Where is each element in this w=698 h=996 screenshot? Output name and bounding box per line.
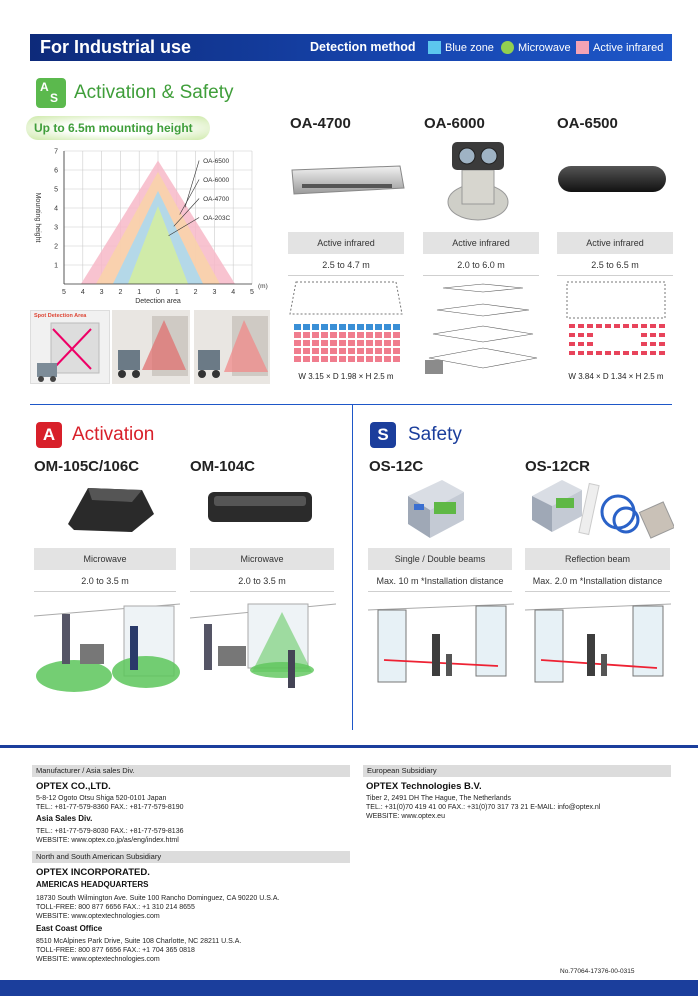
series-label-oa-203c: OA-203C xyxy=(203,215,231,222)
detection-spot xyxy=(393,332,400,338)
detection-spot xyxy=(348,348,355,354)
oa-6500-detection-pattern xyxy=(557,280,675,370)
detection-spot xyxy=(357,348,364,354)
detection-spot xyxy=(366,332,373,338)
detection-spot xyxy=(303,356,310,362)
forklift-image-2 xyxy=(194,310,270,384)
hq-tel: TOLL-FREE: 800 877 6656 FAX.: +1 310 214 8655 xyxy=(36,904,195,911)
detection-spot xyxy=(623,351,629,355)
detection-spot xyxy=(339,340,346,346)
detection-spot xyxy=(348,324,355,330)
hq-address: 18730 South Wilmington Ave. Suite 100 Rancho Dominguez, CA 90220 U.S.A. xyxy=(36,895,280,902)
detection-spot xyxy=(294,356,301,362)
detection-spot xyxy=(641,324,647,328)
detection-spot xyxy=(659,333,665,337)
detection-spot xyxy=(321,356,328,362)
optex-co-address: 5-8-12 Ogoto Otsu Shiga 520-0101 Japan xyxy=(36,795,167,802)
detection-spot xyxy=(614,351,620,355)
detection-spot xyxy=(330,324,337,330)
oa-6000-method: Active infrared xyxy=(423,232,539,254)
detection-spot xyxy=(375,324,382,330)
detection-spot xyxy=(641,333,647,337)
header-bar xyxy=(30,34,672,61)
oa-4700-range: 2.5 to 4.7 m xyxy=(288,254,404,276)
detection-spot xyxy=(321,348,328,354)
detection-spot xyxy=(330,348,337,354)
ec-website[interactable]: WEBSITE: www.optextechnologies.com xyxy=(36,956,160,963)
activation-badge: A xyxy=(36,422,62,448)
model-os-12c: OS-12C xyxy=(369,458,424,475)
os-12c-scene xyxy=(368,596,514,702)
blue-zone-swatch xyxy=(428,41,441,54)
detection-spot xyxy=(578,342,584,346)
oa-6000-product-image xyxy=(440,140,516,224)
os-12c-product-image xyxy=(398,478,468,540)
y-tick-label: 4 xyxy=(54,205,58,213)
detection-spot xyxy=(632,324,638,328)
detection-spot xyxy=(339,324,346,330)
mounting-callout xyxy=(26,116,210,140)
americas-hq-name: AMERICAS HEADQUARTERS xyxy=(36,880,149,889)
model-oa-6500: OA-6500 xyxy=(557,115,618,132)
detection-spot xyxy=(348,340,355,346)
detection-spot xyxy=(650,333,656,337)
detection-spot xyxy=(605,324,611,328)
model-oa-6000: OA-6000 xyxy=(424,115,485,132)
detection-spot xyxy=(375,356,382,362)
detection-method-label: Detection method xyxy=(310,40,416,54)
detection-spot xyxy=(366,356,373,362)
model-oa-4700: OA-4700 xyxy=(290,115,351,132)
detection-spot xyxy=(294,348,301,354)
legend-microwave: Microwave xyxy=(518,42,571,54)
document-number: No.77064-17376-00-0315 xyxy=(560,968,635,975)
as-badge-a: A xyxy=(36,78,66,108)
os-12c-range: Max. 10 m *Installation distance xyxy=(368,570,512,592)
om-105c-scene xyxy=(34,596,180,702)
detection-spot xyxy=(393,324,400,330)
detection-spot xyxy=(366,340,373,346)
om-104c-scene xyxy=(190,596,336,702)
x-tick-label: 1 xyxy=(137,289,142,296)
detection-spot xyxy=(587,342,593,346)
ec-tel: TOLL-FREE: 800 877 6656 FAX.: +1 704 365 0818 xyxy=(36,947,195,954)
detection-spot xyxy=(330,356,337,362)
optex-inc-name: OPTEX INCORPORATED. xyxy=(36,867,150,878)
model-os-12cr: OS-12CR xyxy=(525,458,591,475)
om-104c-method: Microwave xyxy=(190,548,334,570)
detection-spot xyxy=(357,324,364,330)
detection-spot xyxy=(339,332,346,338)
detection-spot xyxy=(384,340,391,346)
detection-spot xyxy=(605,351,611,355)
detection-spot xyxy=(650,342,656,346)
detection-spot xyxy=(384,356,391,362)
spot-detection-label: Spot Detection Area xyxy=(34,313,87,319)
model-om-105c: OM-105C/106C xyxy=(34,458,140,475)
detection-spot xyxy=(366,324,373,330)
detection-spot xyxy=(596,351,602,355)
detection-spot xyxy=(641,351,647,355)
oa-4700-caption: W 3.15 × D 1.98 × H 2.5 m xyxy=(298,372,394,381)
detection-spot xyxy=(632,351,638,355)
x-tick-label: 5 xyxy=(62,289,66,296)
asia-sales-tel: TEL.: +81-77-579-8030 FAX.: +81-77-579-8136 xyxy=(36,828,184,835)
safety-badge: S xyxy=(370,422,396,448)
detection-spot xyxy=(303,348,310,354)
detection-spot xyxy=(614,324,620,328)
detection-spot xyxy=(641,342,647,346)
x-tick-label: 0 xyxy=(156,289,160,296)
detection-spot xyxy=(393,356,400,362)
detection-spot xyxy=(596,324,602,328)
detection-spot xyxy=(312,340,319,346)
y-tick-label: 2 xyxy=(54,243,58,251)
detection-spot xyxy=(650,324,656,328)
hq-website[interactable]: WEBSITE: www.optextechnologies.com xyxy=(36,913,160,920)
os-12c-method: Single / Double beams xyxy=(368,548,512,570)
om-105c-range: 2.0 to 3.5 m xyxy=(34,570,176,592)
footer-bottom-bar xyxy=(0,980,698,996)
detection-spot xyxy=(339,356,346,362)
vertical-divider xyxy=(352,404,353,730)
detection-spot xyxy=(357,340,364,346)
detection-spot xyxy=(587,324,593,328)
detection-spot xyxy=(312,348,319,354)
activation-title: Activation xyxy=(72,424,155,445)
oa-6000-range: 2.0 to 6.0 m xyxy=(423,254,539,276)
model-om-104c: OM-104C xyxy=(190,458,256,475)
detection-spot xyxy=(587,351,593,355)
os-12cr-scene xyxy=(525,596,671,702)
as-badge-s: S xyxy=(50,91,59,105)
east-coast-name: East Coast Office xyxy=(36,924,103,933)
detection-spot xyxy=(321,324,328,330)
detection-spot xyxy=(312,356,319,362)
detection-spot xyxy=(578,351,584,355)
spot-detection-image xyxy=(30,310,110,384)
legend-active-infrared: Active infrared xyxy=(593,42,664,54)
detection-spot xyxy=(393,340,400,346)
y-tick-label: 5 xyxy=(54,186,58,194)
ec-address: 8510 McAlpines Park Drive, Suite 108 Charlotte, NC 28211 U.S.A. xyxy=(36,938,242,945)
detection-spot xyxy=(330,332,337,338)
x-tick-label: 5 xyxy=(250,289,254,296)
detection-spot xyxy=(569,342,575,346)
asia-sales-name: Asia Sales Div. xyxy=(36,814,93,823)
forklift-illustration-2 xyxy=(194,310,270,384)
microwave-swatch xyxy=(501,41,514,54)
as-badge xyxy=(36,78,66,108)
optex-co-name: OPTEX CO.,LTD. xyxy=(36,781,111,792)
detection-spot xyxy=(384,324,391,330)
detection-spot xyxy=(650,351,656,355)
asia-sales-website[interactable]: WEBSITE: www.optex.co.jp/as/eng/index.html xyxy=(36,837,179,844)
x-tick-label: 3 xyxy=(99,289,104,296)
oa-6500-product-image xyxy=(556,162,668,196)
detection-spot xyxy=(569,324,575,328)
os-12cr-method: Reflection beam xyxy=(525,548,670,570)
y-tick-label: 7 xyxy=(54,148,58,156)
detection-spot xyxy=(659,342,665,346)
detection-spot xyxy=(569,333,575,337)
forklift-image-1 xyxy=(112,310,190,384)
eu-subsidiary-bar: European Subsidiary xyxy=(363,765,671,777)
oa-4700-method: Active infrared xyxy=(288,232,404,254)
x-tick-label: 1 xyxy=(174,289,179,296)
oa-6500-method: Active infrared xyxy=(557,232,673,254)
detection-spot xyxy=(303,332,310,338)
detection-spot xyxy=(623,324,629,328)
oa-6000-detection-pattern xyxy=(423,280,541,380)
os-12cr-product-image xyxy=(526,476,674,542)
detection-spot xyxy=(384,348,391,354)
detection-spot xyxy=(294,340,301,346)
detection-spot xyxy=(303,340,310,346)
detection-spot xyxy=(348,356,355,362)
om-105c-product-image xyxy=(62,484,158,536)
x-tick-label: 2 xyxy=(193,289,198,296)
om-104c-product-image xyxy=(204,488,316,528)
detection-spot xyxy=(569,351,575,355)
bv-tel: TEL.: +31(0)70 419 41 00 FAX.: +31(0)70 317 73 21 E-MAIL: info@optex.nl xyxy=(366,804,601,811)
detection-spot xyxy=(659,324,665,328)
manufacturer-bar: Manufacturer / Asia sales Div. xyxy=(32,765,350,777)
y-tick-label: 3 xyxy=(54,224,58,232)
detection-spot xyxy=(303,324,310,330)
activation-safety-title: Activation & Safety xyxy=(74,82,234,103)
detection-spot xyxy=(321,332,328,338)
y-tick-label: 6 xyxy=(54,167,58,175)
x-tick-label: 4 xyxy=(231,289,236,296)
safety-title: Safety xyxy=(408,424,462,445)
detection-spot xyxy=(659,351,665,355)
om-105c-method: Microwave xyxy=(34,548,176,570)
mounting-callout-text: Up to 6.5m mounting height xyxy=(34,121,193,135)
detection-spot xyxy=(375,340,382,346)
active-infrared-swatch xyxy=(576,41,589,54)
optex-bv-name: OPTEX Technologies B.V. xyxy=(366,781,482,792)
os-12cr-range: Max. 2.0 m *Installation distance xyxy=(525,570,670,592)
bv-website[interactable]: WEBSITE: www.optex.eu xyxy=(366,813,445,820)
detection-spot xyxy=(339,348,346,354)
detection-spot xyxy=(357,356,364,362)
detection-spot xyxy=(578,333,584,337)
detection-spot xyxy=(587,333,593,337)
detection-spot xyxy=(578,324,584,328)
detection-spot xyxy=(348,332,355,338)
detection-spot xyxy=(312,324,319,330)
legend-blue-zone: Blue zone xyxy=(445,42,494,54)
om-104c-range: 2.0 to 3.5 m xyxy=(190,570,334,592)
na-subsidiary-bar: North and South American Subsidiary xyxy=(32,851,350,863)
detection-spot xyxy=(330,340,337,346)
spot-detection-illustration xyxy=(31,319,111,385)
series-label-oa-6000: OA-6000 xyxy=(203,177,230,184)
footer-top-rule xyxy=(0,745,698,748)
detection-spot xyxy=(357,332,364,338)
x-tick-label: 4 xyxy=(80,289,85,296)
oa-4700-product-image xyxy=(288,160,406,200)
series-label-oa-6500: OA-6500 xyxy=(203,158,230,165)
section-divider xyxy=(30,404,672,405)
detection-spot xyxy=(312,332,319,338)
detection-spot xyxy=(294,332,301,338)
x-unit-label: (m) xyxy=(258,283,268,290)
detection-spot xyxy=(393,348,400,354)
mounting-height-chart xyxy=(26,142,276,304)
bv-address: Tiber 2, 2491 DH The Hague, The Netherlands xyxy=(366,795,512,802)
oa-6500-range: 2.5 to 6.5 m xyxy=(557,254,673,276)
detection-spot xyxy=(384,332,391,338)
oa-4700-detection-pattern xyxy=(286,280,406,370)
detection-spot xyxy=(375,348,382,354)
optex-co-tel: TEL.: +81-77-579-8360 FAX.: +81-77-579-8190 xyxy=(36,804,184,811)
detection-spot xyxy=(375,332,382,338)
forklift-illustration-1 xyxy=(112,310,190,384)
y-tick-label: 1 xyxy=(54,262,58,270)
detection-spot xyxy=(321,340,328,346)
page-title: For Industrial use xyxy=(40,37,192,57)
y-axis-label: Mounting height xyxy=(34,192,41,243)
oa-6500-caption: W 3.84 × D 1.34 × H 2.5 m xyxy=(568,372,664,381)
x-tick-label: 3 xyxy=(212,289,217,296)
detection-spot xyxy=(294,324,301,330)
x-axis-label: Detection area xyxy=(135,298,181,304)
detection-spot xyxy=(366,348,373,354)
series-label-oa-4700: OA-4700 xyxy=(203,196,230,203)
x-tick-label: 2 xyxy=(118,289,123,296)
